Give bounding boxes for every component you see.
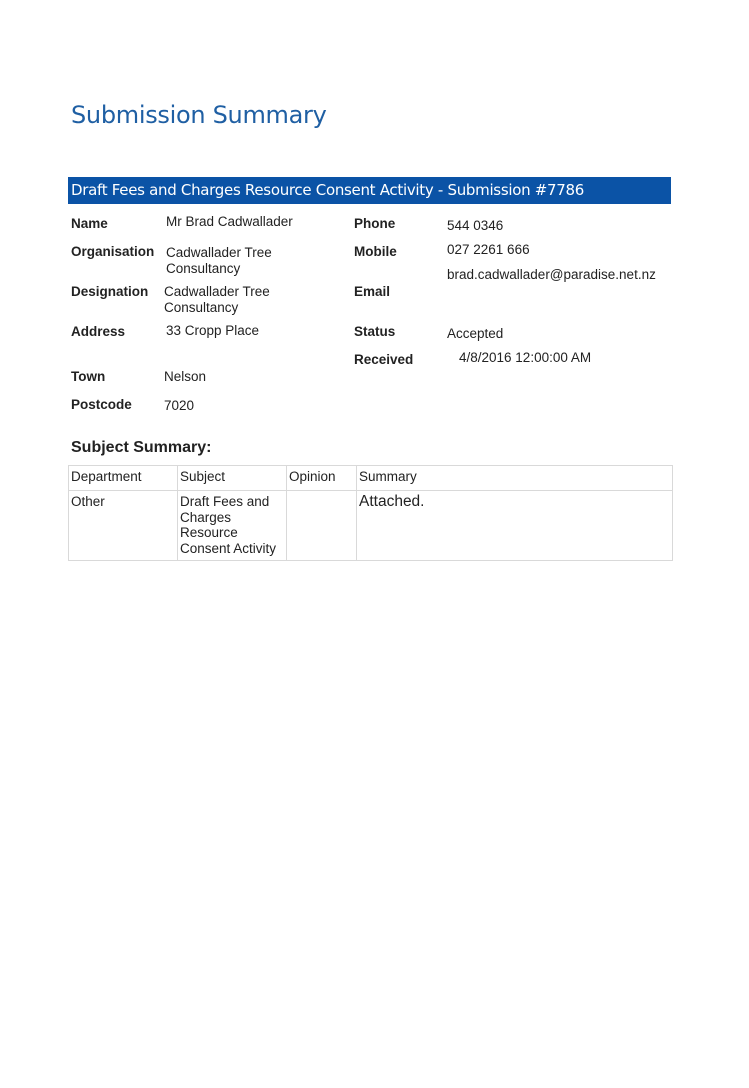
column-header-department: Department <box>69 466 178 491</box>
email-value: brad.cadwallader@paradise.net.nz <box>447 267 656 282</box>
address-label: Address <box>71 324 126 339</box>
designation-value: Cadwallader Tree Consultancy <box>164 284 270 315</box>
town-value: Nelson <box>164 369 207 384</box>
phone-value: 544 0346 <box>447 218 504 233</box>
email-label: Email <box>354 284 391 299</box>
summary-cell: Attached. <box>357 491 673 561</box>
department-cell: Other <box>69 491 178 561</box>
organisation-label: Organisation <box>71 244 155 259</box>
mobile-value: 027 2261 666 <box>447 242 530 257</box>
opinion-cell <box>287 491 357 561</box>
town-label: Town <box>71 369 106 384</box>
postcode-label: Postcode <box>71 397 132 412</box>
submission-title: Draft Fees and Charges Resource Consent Activity - Submission #7786 <box>71 181 585 199</box>
column-header-subject: Subject <box>178 466 287 491</box>
submission-banner <box>68 177 671 204</box>
phone-label: Phone <box>354 216 396 231</box>
subject-summary-table <box>68 465 673 561</box>
postcode-value: 7020 <box>164 398 195 413</box>
status-label: Status <box>354 324 396 339</box>
received-label: Received <box>354 352 414 367</box>
mobile-label: Mobile <box>354 244 397 259</box>
received-value: 4/8/2016 12:00:00 AM <box>459 350 592 365</box>
page-title: Submission Summary <box>71 101 327 129</box>
status-value: Accepted <box>447 326 504 341</box>
address-value: 33 Cropp Place <box>166 323 260 338</box>
table-row <box>69 491 673 561</box>
subject-summary-heading: Subject Summary: <box>71 439 212 456</box>
organisation-value: Cadwallader Tree Consultancy <box>166 245 272 276</box>
designation-label: Designation <box>71 284 149 299</box>
name-value: Mr Brad Cadwallader <box>166 214 293 229</box>
subject-cell: Draft Fees and Charges Resource Consent Activity <box>178 491 287 561</box>
table-header-row <box>69 466 673 491</box>
name-label: Name <box>71 216 108 231</box>
column-header-summary: Summary <box>357 466 673 491</box>
column-header-opinion: Opinion <box>287 466 357 491</box>
